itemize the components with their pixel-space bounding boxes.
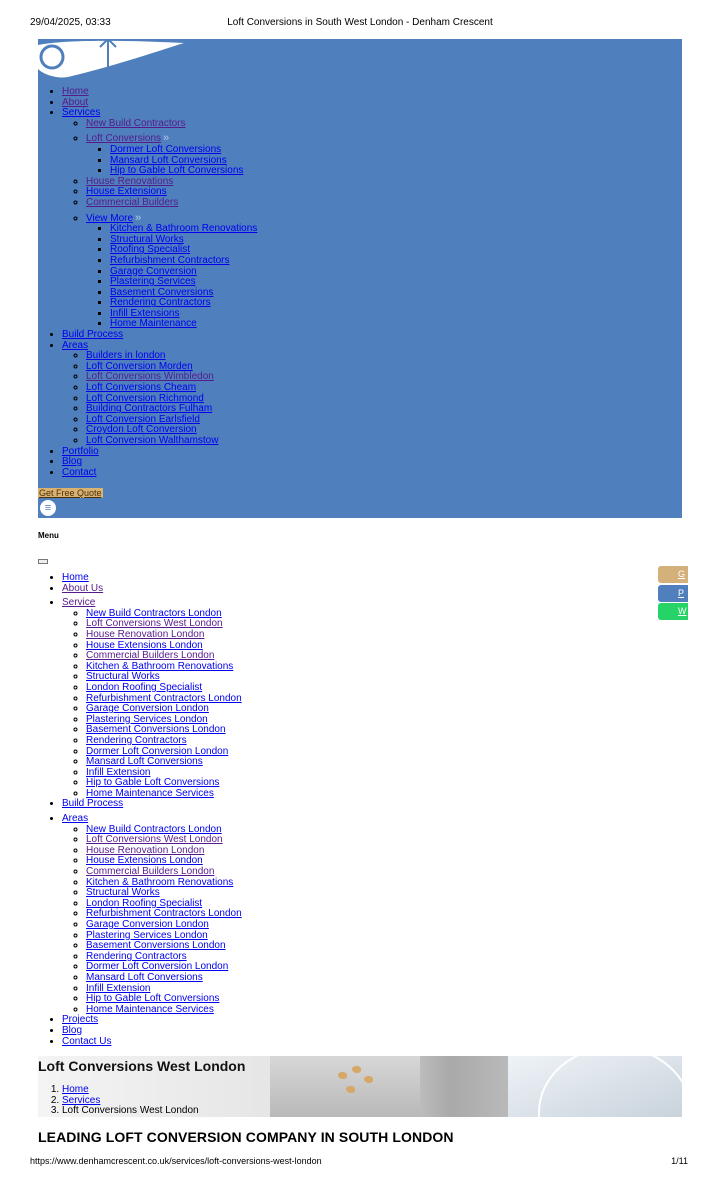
mnav-link-home[interactable]: Home: [62, 572, 89, 583]
main-nav: [38, 87, 682, 478]
submenu-link[interactable]: Rendering Contractors: [86, 950, 187, 962]
bird-ornament: [352, 1066, 361, 1073]
submenu-link[interactable]: Garage Conversion London: [86, 919, 209, 930]
submenu-link[interactable]: Garage Conversion London: [86, 703, 209, 715]
submenu-link[interactable]: Loft Conversions West London: [86, 834, 223, 846]
nav-item-services: [62, 108, 682, 330]
nav-item-home-maint: [110, 319, 682, 330]
side-quote-button[interactable]: [658, 566, 688, 583]
nav-link-area[interactable]: Loft Conversions Wimbledon: [86, 371, 214, 383]
submenu-link[interactable]: House Renovation London: [86, 844, 205, 856]
mnav-link-about[interactable]: About Us: [62, 582, 104, 594]
nav-link-garage[interactable]: Garage Conversion: [110, 265, 197, 277]
nav-link-new-build[interactable]: New Build Contractors: [86, 117, 186, 129]
print-date: 29/04/2025, 03:33: [30, 17, 111, 28]
nav-item-loft: [86, 133, 682, 176]
submenu-item: [86, 973, 638, 984]
hero-arch-lamp: [538, 1056, 682, 1117]
nav-item-blog: [62, 457, 682, 468]
mnav-link-blog[interactable]: Blog: [62, 1024, 83, 1036]
mnav-item-about: [62, 584, 638, 595]
submenu-link[interactable]: Mansard Loft Conversions: [86, 756, 203, 768]
nav-item-home: [62, 87, 682, 98]
mnav-item-service: [62, 598, 638, 799]
nav-link-area[interactable]: Builders in london: [86, 350, 166, 362]
nav-item-kitchen: [110, 224, 682, 235]
nav-link-kitchen[interactable]: Kitchen & Bathroom Renovations: [110, 223, 258, 235]
nav-item-commercial: [86, 198, 682, 209]
print-page-title: Loft Conversions in South West London - Denham Crescent: [227, 17, 493, 28]
nav-link-plastering[interactable]: Plastering Services: [110, 276, 196, 288]
site-header: [38, 39, 682, 518]
breadcrumb-link-home[interactable]: Home: [62, 1084, 89, 1095]
nav-item-hip: [110, 166, 682, 177]
print-header: [0, 0, 720, 42]
nav-link-view-more[interactable]: View More: [86, 212, 134, 224]
breadcrumb-link-services[interactable]: Services: [62, 1094, 101, 1106]
submenu-link[interactable]: Plastering Services London: [86, 713, 208, 725]
submenu-link[interactable]: Refurbishment Contractors London: [86, 692, 242, 704]
nav-link-area[interactable]: Building Contractors Fulham: [86, 403, 213, 415]
bird-ornament: [346, 1086, 355, 1093]
nav-item-areas: [62, 341, 682, 447]
side-whatsapp-link[interactable]: W: [678, 606, 687, 616]
nav-link-about[interactable]: About: [62, 96, 89, 108]
submenu-item: [86, 757, 638, 768]
mnav-link-areas[interactable]: Areas: [62, 813, 89, 825]
nav-link-structural[interactable]: Structural Works: [110, 233, 184, 245]
nav-item-portfolio: [62, 447, 682, 458]
print-url: https://www.denhamcrescent.co.uk/services/loft-conversions-west-london: [30, 1156, 322, 1166]
mnav-link-projects[interactable]: Projects: [62, 1014, 99, 1026]
nav-item-house-renov: [86, 177, 682, 188]
submenu-link[interactable]: London Roofing Specialist: [86, 681, 203, 693]
hero-wall: [270, 1056, 420, 1117]
nav-link-build-process[interactable]: Build Process: [62, 329, 124, 341]
menu-close-button[interactable]: [38, 559, 48, 564]
print-page-number: 1/11: [671, 1156, 688, 1166]
mnav-item-areas: [62, 814, 638, 1015]
submenu-link[interactable]: House Renovation London: [86, 628, 205, 640]
double-chevron-right-icon[interactable]: »: [163, 132, 170, 145]
submenu-link[interactable]: Hip to Gable Loft Conversions: [86, 777, 220, 789]
bird-ornament: [364, 1076, 373, 1083]
nav-link-area[interactable]: Loft Conversion Walthamstow: [86, 435, 219, 446]
nav-link-area[interactable]: Loft Conversions Cheam: [86, 382, 197, 394]
submenu-link[interactable]: Mansard Loft Conversions: [86, 971, 203, 983]
nav-link-hip[interactable]: Hip to Gable Loft Conversions: [110, 165, 244, 177]
submenu-link[interactable]: Infill Extension: [86, 766, 151, 778]
mnav-link-build-process[interactable]: Build Process: [62, 798, 124, 810]
nav-link-area[interactable]: Loft Conversion Morden: [86, 360, 193, 372]
get-free-quote-button[interactable]: Get Free Quote: [39, 488, 102, 498]
breadcrumb-current: Loft Conversions West London: [62, 1105, 199, 1117]
nav-link-area[interactable]: Loft Conversion Richmond: [86, 392, 204, 404]
nav-link-house-ext[interactable]: House Extensions: [86, 186, 167, 198]
submenu-item: [86, 789, 638, 800]
mnav-item-projects: [62, 1015, 638, 1026]
mnav-link-service[interactable]: Service: [62, 597, 96, 609]
mobile-nav: [38, 573, 638, 1047]
nav-item-garage: [110, 267, 682, 278]
bird-ornament: [338, 1072, 347, 1079]
submenu-link[interactable]: Dormer Loft Conversion London: [86, 961, 229, 973]
submenu-item: [86, 878, 638, 889]
submenu-link[interactable]: Structural Works: [86, 887, 160, 899]
submenu-link[interactable]: London Roofing Specialist: [86, 897, 203, 909]
submenu-link[interactable]: House Extensions London: [86, 639, 203, 651]
submenu-link[interactable]: Rendering Contractors: [86, 734, 187, 746]
submenu-item: [86, 662, 638, 673]
section-heading: LEADING LOFT CONVERSION COMPANY IN SOUTH LONDON: [38, 1129, 454, 1145]
submenu-link[interactable]: New Build Contractors London: [86, 823, 222, 835]
nav-link-contact[interactable]: Contact: [62, 466, 97, 478]
submenu-link[interactable]: Kitchen & Bathroom Renovations: [86, 876, 234, 888]
side-phone-link[interactable]: P: [678, 588, 685, 598]
page-title: Loft Conversions West London: [38, 1058, 246, 1074]
nav-link-portfolio[interactable]: Portfolio: [62, 445, 99, 457]
submenu-link[interactable]: New Build Contractors London: [86, 607, 222, 619]
breadcrumb: [38, 1085, 199, 1117]
nav-link-home[interactable]: Home: [62, 86, 89, 97]
mnav-item-contact: [62, 1037, 638, 1048]
mnav-item-build-process: [62, 799, 638, 810]
breadcrumb-item: [62, 1106, 199, 1117]
mnav-item-home: [62, 573, 638, 584]
company-logo[interactable]: [38, 39, 188, 79]
submenu-link[interactable]: Structural Works: [86, 671, 160, 683]
nav-link-basement[interactable]: Basement Conversions: [110, 286, 214, 298]
nav-link-mansard[interactable]: Mansard Loft Conversions: [110, 154, 227, 166]
nav-link-rendering[interactable]: Rendering Contractors: [110, 297, 211, 309]
submenu-link[interactable]: Infill Extension: [86, 982, 151, 994]
nav-item-new-build: [86, 119, 682, 130]
nav-link-home-maint[interactable]: Home Maintenance: [110, 318, 197, 330]
submenu-link[interactable]: Plastering Services London: [86, 929, 208, 941]
submenu-link[interactable]: Refurbishment Contractors London: [86, 908, 242, 920]
nav-link-infill[interactable]: Infill Extensions: [110, 307, 180, 319]
areas-submenu: [62, 825, 638, 1016]
nav-link-blog[interactable]: Blog: [62, 456, 83, 468]
submenu-link[interactable]: House Extensions London: [86, 855, 203, 867]
submenu-link[interactable]: Loft Conversions West London: [86, 618, 223, 630]
nav-link-roofing[interactable]: Roofing Specialist: [110, 244, 191, 256]
mnav-link-contact[interactable]: Contact Us: [62, 1035, 112, 1047]
nav-link-commercial[interactable]: Commercial Builders: [86, 196, 179, 208]
mnav-item-blog: [62, 1026, 638, 1037]
nav-link-areas[interactable]: Areas: [62, 339, 89, 351]
submenu-link[interactable]: Dormer Loft Conversion London: [86, 745, 229, 757]
submenu-link[interactable]: Kitchen & Bathroom Renovations: [86, 660, 234, 672]
submenu-link[interactable]: Basement Conversions London: [86, 724, 226, 736]
nav-link-refurb[interactable]: Refurbishment Contractors: [110, 254, 230, 266]
double-chevron-right-icon[interactable]: »: [135, 211, 142, 224]
side-quote-link[interactable]: G: [678, 569, 686, 579]
nav-item-rendering: [110, 298, 682, 309]
nav-item-about: [62, 98, 682, 109]
nav-link-area[interactable]: Croydon Loft Conversion: [86, 424, 197, 436]
hamburger-icon[interactable]: ≡: [39, 499, 57, 517]
side-phone-button[interactable]: [658, 585, 688, 602]
submenu-link[interactable]: Home Maintenance Services: [86, 787, 214, 799]
nav-item-view-more: [86, 213, 682, 331]
submenu-link[interactable]: Home Maintenance Services: [86, 1003, 214, 1015]
nav-link-dormer[interactable]: Dormer Loft Conversions: [110, 143, 222, 155]
nav-item-build-process: [62, 330, 682, 341]
nav-link-services[interactable]: Services: [62, 107, 101, 119]
nav-item-area: [86, 436, 682, 447]
nav-item-contact: [62, 468, 682, 479]
nav-link-area[interactable]: Loft Conversion Earlsfield: [86, 413, 200, 425]
submenu-link[interactable]: Basement Conversions London: [86, 940, 226, 952]
hero-banner: [38, 1056, 682, 1117]
nav-link-loft[interactable]: Loft Conversions: [86, 133, 162, 145]
nav-item-structural: [110, 235, 682, 246]
side-whatsapp-button[interactable]: [658, 603, 688, 620]
submenu-link[interactable]: Commercial Builders London: [86, 650, 215, 662]
nav-link-house-renov[interactable]: House Renovations: [86, 175, 174, 187]
menu-label: Menu: [38, 531, 59, 540]
service-submenu: [62, 609, 638, 800]
submenu-link[interactable]: Hip to Gable Loft Conversions: [86, 993, 220, 1005]
submenu-item: [86, 1005, 638, 1016]
print-footer: [0, 1156, 720, 1176]
submenu-link[interactable]: Commercial Builders London: [86, 866, 215, 878]
